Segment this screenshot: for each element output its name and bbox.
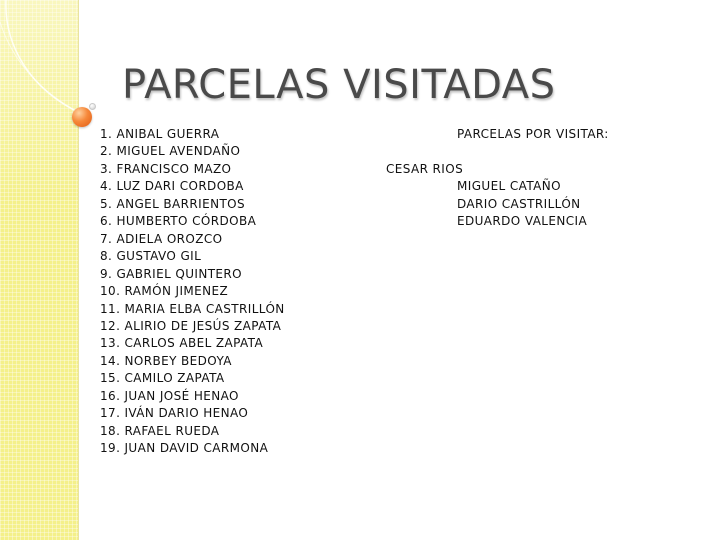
pending-list-item: CESAR RIOS <box>386 162 464 176</box>
list-item: 8. GUSTAVO GIL <box>100 249 202 264</box>
list-item: 11. MARIA ELBA CASTRILLÓN <box>100 301 285 316</box>
list-item: 15. CAMILO ZAPATA <box>100 371 225 386</box>
list-item: 10. RAMÓN JIMENEZ <box>100 284 229 299</box>
list-item: 13. CARLOS ABEL ZAPATA <box>100 336 264 351</box>
list-item: 9. GABRIEL QUINTERO <box>100 266 243 281</box>
list-item: 19. JUAN DAVID CARMONA <box>100 441 269 456</box>
pending-list-item: DARIO CASTRILLÓN <box>457 197 581 211</box>
list-item: 14. NORBEY BEDOYA <box>100 353 232 368</box>
pending-list-item: MIGUEL CATAÑO <box>457 179 561 193</box>
pending-parcels-heading: PARCELAS POR VISITAR: <box>457 127 609 141</box>
list-item: 1. ANIBAL GUERRA <box>100 127 220 141</box>
pending-list-item: EDUARDO VALENCIA <box>457 214 588 228</box>
list-item: 4. LUZ DARI CORDOBA <box>100 179 244 194</box>
orange-orb-decoration <box>72 107 92 127</box>
page-title: PARCELAS VISITADAS <box>122 62 556 108</box>
list-item: 2. MIGUEL AVENDAÑO <box>100 144 241 159</box>
list-item: 18. RAFAEL RUEDA <box>100 423 220 438</box>
list-item: 16. JUAN JOSÉ HENAO <box>100 388 239 403</box>
gray-orb-decoration <box>89 103 96 110</box>
visited-parcels-list <box>100 126 285 458</box>
list-item: 5. ANGEL BARRIENTOS <box>100 196 246 211</box>
list-item: 6. HUMBERTO CÓRDOBA <box>100 214 257 229</box>
list-item: 3. FRANCISCO MAZO <box>100 161 232 176</box>
list-item: 7. ADIELA OROZCO <box>100 231 223 246</box>
decorative-curve <box>0 0 140 140</box>
list-item: 17. IVÁN DARIO HENAO <box>100 406 249 421</box>
list-item: 12. ALIRIO DE JESÚS ZAPATA <box>100 318 282 333</box>
